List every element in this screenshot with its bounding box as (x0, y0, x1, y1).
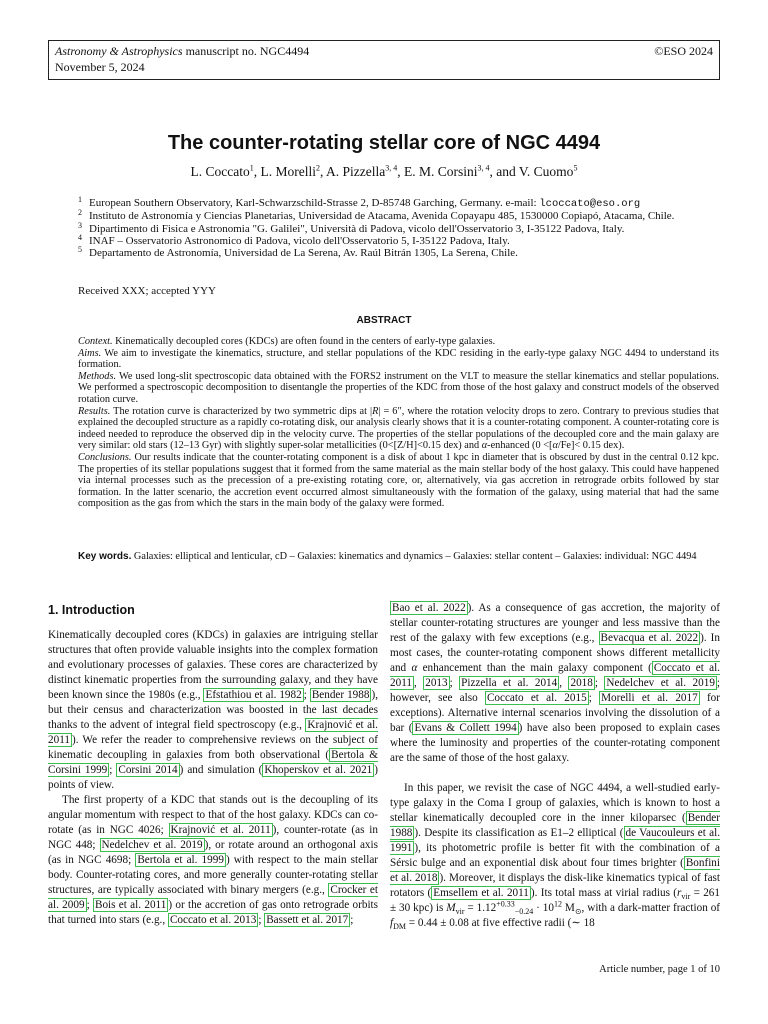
affiliation: 3 Dipartimento di Fisica e Astronomia "G. Galilei", Università di Padova, vicolo dell'Osservatorio 3, I-35122 Padova, Italy. (78, 220, 625, 235)
author: L. Coccato (190, 164, 250, 179)
affiliation: 2 Instituto de Astronomía y Ciencias Planetarias, Universidad de Atacama, Avenida Copayapu 485, 1530000 Copiapó, Atacama, Chile. (78, 208, 675, 223)
text-column-right (390, 601, 720, 931)
author: E. M. Corsini (404, 164, 478, 179)
author-affil: 3, 4 (385, 163, 398, 173)
author-affil: 1 (249, 163, 254, 173)
citation-link[interactable]: Efstathiou et al. 1982 (205, 689, 302, 701)
keywords (78, 551, 719, 563)
section-heading-introduction: 1. Introduction (48, 603, 135, 617)
copyright: ©ESO 2024 (654, 44, 713, 58)
citation-link[interactable]: Nedelchev et al. 2019 (606, 677, 715, 689)
citation-link[interactable]: Bonfini et al. 2018 (390, 857, 720, 884)
author-list: L. Coccato$^1$, L. Morelli$^2$, A. Pizzella$^{3, 4}$, E. M. Corsini$^{3, 4}$, and V. Cuomo$^5$ (190, 163, 578, 179)
citation-link[interactable]: Crocker et al. 2009 (48, 884, 379, 911)
author: L. Morelli (260, 164, 317, 179)
affiliation-list (78, 197, 718, 259)
abstract-aims: Aims. We aim to investigate the kinematics, structure, and stellar populations of the KDC residing in the early-type galaxy NGC 4494 to understand its formation. (78, 347, 719, 371)
affiliation: 1 European Southern Observatory, Karl-Schwarzschild-Strasse 2, D-85748 Garching, Germany. e-mail: lcoccato@eso.org (78, 195, 641, 210)
keywords-label: Key words. (78, 551, 132, 562)
affiliation: 4 INAF – Osservatorio Astronomico di Padova, vicolo dell'Osservatorio 5, I-35122 Padova, Italy. (78, 232, 510, 247)
citation-link[interactable]: Bao et al. 2022 (392, 602, 466, 614)
abstract-body (78, 336, 719, 510)
paragraph: The first property of a KDC that stands out is the decoupling of its angular momentum with respect to that of the host galaxy. KDCs can co-rotate (as in NGC 4026; Krajnović et al. 2011 ), counter-rotate (as in NGC 448; Nedelchev et al. 2019 ), or rotate around an orthogonal axis (as in NGC 4698; Bertola et al. 1999 ) with respect to the main stellar body. Counter-rotating cores, and more generally counter-rotating stellar structures, are typically associated with binary mergers (e.g., Crocker et al. 2009 ; Bois et al. 2011 ) or the accretion of gas onto retrograde orbits that turned into stars (e.g., Coccato et al. 2013 ; Bassett et al. 2017 ; (48, 794, 379, 926)
citation-link[interactable]: Krajnović et al. 2011 (170, 824, 271, 836)
manuscript-number: manuscript no. NGC4494 (185, 44, 310, 58)
citation-link[interactable]: Bender 1988 (390, 812, 720, 839)
keywords-text: Galaxies: elliptical and lenticular, cD – Galaxies: kinematics and dynamics – Galaxies: stellar content – Galaxies: individual: NGC 4494 (131, 551, 697, 562)
abstract-methods: Methods. We used long-slit spectroscopic data obtained with the FORS2 instrument on the VLT to measure the stellar kinematics and stellar populations. We performed a spectroscopic decomposition to disentangle the properties of the KDC from those of the host galaxy and construct models of the observed rotation curve. (78, 370, 719, 405)
citation-link[interactable]: Nedelchev et al. 2019 (101, 839, 203, 851)
abstract-heading: ABSTRACT (356, 315, 412, 326)
manuscript-header (48, 40, 720, 80)
paragraph: Kinematically decoupled cores (KDCs) in galaxies are intriguing stellar structures that often provide valuable insights into the complex formation and evolutionary processes of galaxies. These cores are characterized by distinct kinematic properties from the surrounding galaxy, and they have been known since the 1980s (e.g., Efstathiou et al. 1982 ; Bender 1988 ), but their census and characterization was boosted in the last decades thanks to the advent of integral field spectroscopy (e.g., Krajnović et al. 2011 ). We refer the reader to comprehensive reviews on the subject of kinematic decoupling in galaxies from both observational ( Bertola & Corsini 1999 ; Corsini 2014 ) and simulation ( Khoperskov et al. 2021 ) points of view. (48, 629, 378, 791)
text-column-left (48, 628, 378, 928)
paper-title: The counter-rotating stellar core of NGC 4494 (167, 132, 601, 154)
affiliation: 5 Departamento de Astronomía, Universidad de La Serena, Av. Raúl Bitrán 1305, La Serena, Chile. (78, 245, 518, 260)
author-affil: 3, 4 (477, 163, 490, 173)
citation-link[interactable]: Khoperskov et al. 2021 (264, 764, 373, 776)
citation-link[interactable]: Coccato et al. 2011 (390, 662, 720, 689)
author: A. Pizzella (326, 164, 386, 179)
header-line-1 (55, 43, 713, 59)
page-footer: Article number, page 1 of 10 (599, 964, 720, 975)
abstract-context: Context. Kinematically decoupled cores (KDCs) are often found in the centers of early-type galaxies. (78, 336, 496, 347)
citation-link[interactable]: Morelli et al. 2017 (601, 692, 698, 704)
header-date: November 5, 2024 (55, 60, 145, 74)
citation-link[interactable]: de Vaucouleurs et al. 1991 (390, 827, 720, 854)
author-affil: 5 (573, 163, 578, 173)
citation-link[interactable]: Evans & Collett 1994 (414, 722, 517, 734)
journal-name: Astronomy & Astrophysics (55, 44, 183, 58)
citation-link[interactable]: 2018 (570, 677, 593, 689)
received-line: Received XXX; accepted YYY (78, 285, 216, 297)
paragraph: Bao et al. 2022 ). As a consequence of gas accretion, the majority of stellar counter-rotating structures are younger and less massive than the rest of the galaxy with few exceptions (e.g., Bevacqua et al. 2022 ). In most cases, the counter-rotating component shows different metallicity and α enhancement than the main galaxy component ( Coccato et al. 2011 , 2013 ; Pizzella et al. 2014 , 2018 ; Nedelchev et al. 2019 ; however, see also Coccato et al. 2015 ; Morelli et al. 2017 for exceptions). Alternative internal scenarios involving the dissolution of a bar ( Evans & Collett 1994 ) have also been proposed to explain cases where the luminosity and properties of the counter-rotating component are the same of those of the host galaxy. (390, 602, 721, 764)
abstract-results: Results. The rotation curve is characterized by two symmetric dips at |R| = 6″, where the rotation velocity drops to zero. Contrary to previous studies that explained the decoupled structure as a rapidly co-rotating disk, our analysis clearly shows that it is a counter-rotating component. A counter-rotating core is indeed needed to reproduce the observed dip in the velocity curve. The properties of the stellar populations of the decoupled core and the main galaxy are very similar: old stars (12–13 Gyr) with slightly super-solar metallicities (0<[Z/H]<0.15 dex) and α-enhanced (0 <[α/Fe]< 0.15 dex). (78, 405, 719, 452)
citation-link[interactable]: Bertola & Corsini 1999 (48, 749, 378, 776)
citation-link[interactable]: Krajnović et al. 2011 (48, 719, 378, 746)
citation-link[interactable]: Bertola et al. 1999 (137, 854, 224, 866)
citation-link[interactable]: Coccato et al. 2015 (486, 692, 587, 704)
author: V. Cuomo (518, 164, 574, 179)
citation-link[interactable]: Coccato et al. 2013 (169, 914, 257, 926)
citation-link[interactable]: Bevacqua et al. 2022 (600, 632, 699, 644)
citation-link[interactable]: Pizzella et al. 2014 (461, 677, 558, 689)
citation-link[interactable]: Bois et al. 2011 (94, 899, 167, 911)
citation-link[interactable]: Bassett et al. 2017 (266, 914, 349, 926)
email-link[interactable]: lcoccato@eso.org (539, 198, 641, 210)
author-affil: 2 (316, 163, 321, 173)
citation-link[interactable]: Emsellem et al. 2011 (433, 887, 529, 899)
citation-link[interactable]: Corsini 2014 (118, 764, 178, 776)
paragraph: In this paper, we revisit the case of NGC 4494, a well-studied early-type galaxy in the Coma I group of galaxies, which is known to host a stellar kinematically decoupled core in the inner kiloparsec ( Bender 1988 ). Despite its classification as E1–2 elliptical ( de Vaucouleurs et al. 1991 ), its photometric profile is better fit with the combination of a Sérsic bulge and an exponential disk about four times brighter ( Bonfini et al. 2018 ). Moreover, it displays the disk-like kinematics typical of fast rotators ( Emsellem et al. 2011 ). Its total mass at virial radius ($r_{vir} = 261 \pm 30$ kpc) is $M_{vir} = 1.12^{+0.33}_{-0.24} \cdot 10^{12}$ $M_⊙$, with a dark-matter fraction of $f_{DM} = 0.44 \pm 0.08$ at five effective radii (∼ 18 (390, 782, 721, 932)
citation-link[interactable]: 2013 (425, 677, 448, 689)
citation-link[interactable]: Bender 1988 (311, 689, 370, 701)
abstract-conclusions: Conclusions. Our results indicate that the counter-rotating component is a disk of about 1 kpc in diameter that is obscured by dust in the central 0.12 kpc. The properties of its stellar populations suggest that it formed from the same material as the main stellar body of the host galaxy. This could have happened via internal processes such as the precession of a pre-existing rotating core, or, alternatively, via gas accretion in retrograde orbits followed by star formation. In the latter scenario, the accretion event occurred almost simultaneously with the formation of the galaxy, using material that had the same composition as the gas from which the stars in the main body of the galaxy were formed. (78, 451, 719, 510)
